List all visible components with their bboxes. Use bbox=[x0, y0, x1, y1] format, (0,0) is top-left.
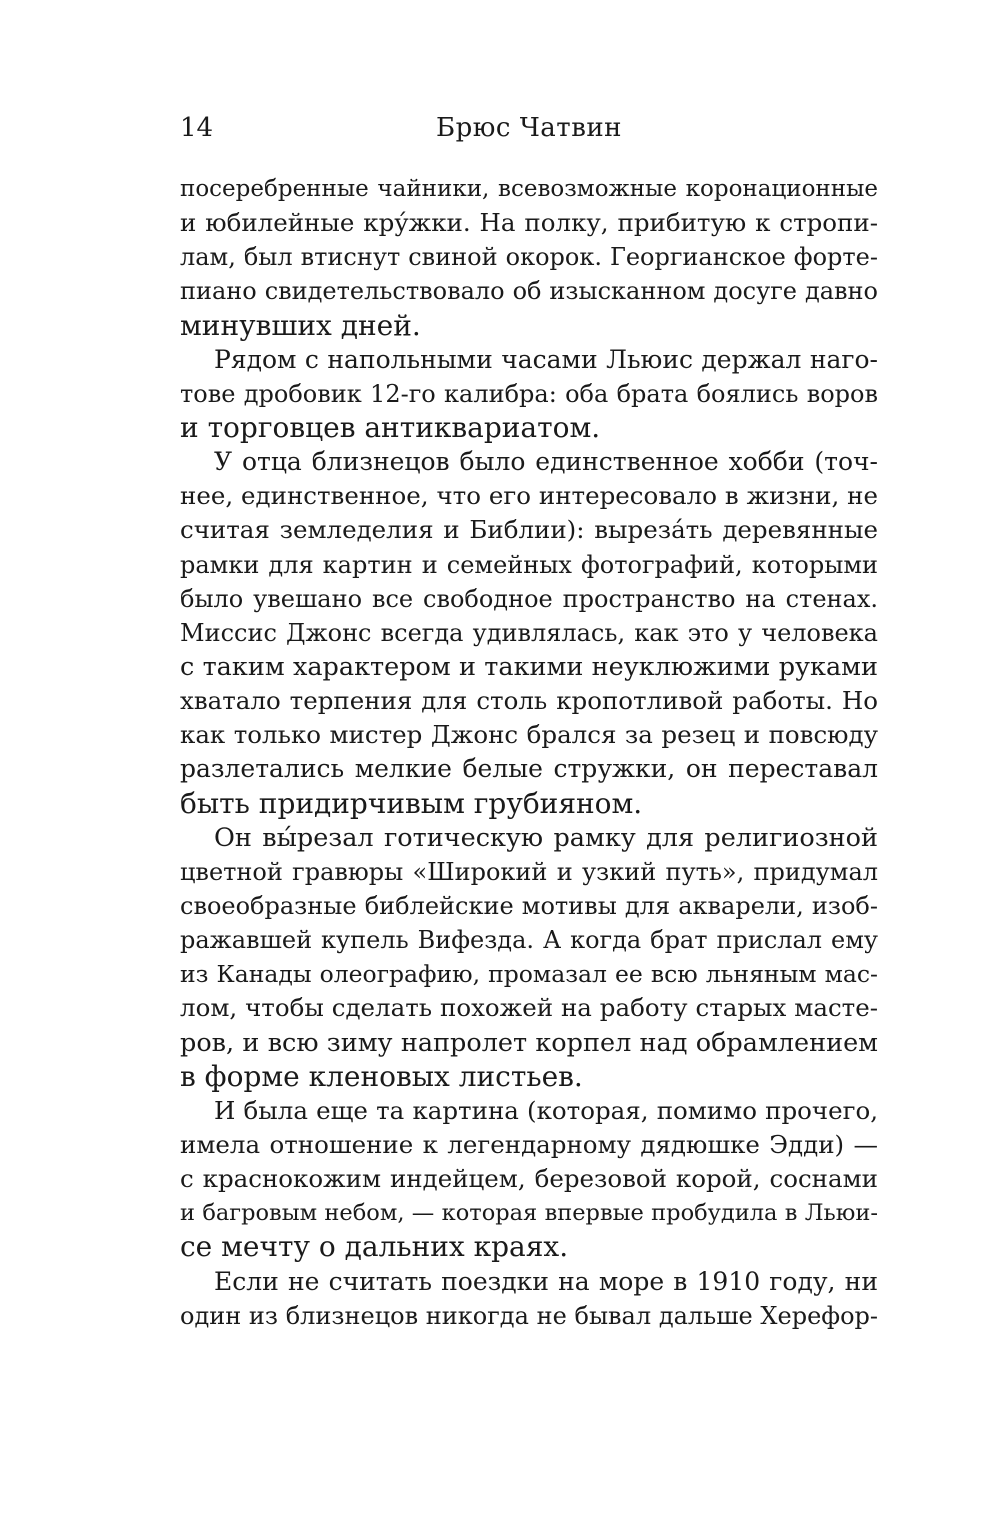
text-line: считая земледелия и Библии): выреза́ть деревянные bbox=[180, 515, 878, 545]
text-line: с краснокожим индейцем, березовой корой, соснами bbox=[180, 1164, 878, 1194]
text-line: Рядом с напольными часами Льюис держал наго- bbox=[214, 344, 878, 374]
running-head: Брюс Чатвин bbox=[436, 113, 622, 143]
paragraph bbox=[180, 1094, 878, 1265]
text-body bbox=[180, 172, 878, 1333]
text-line: Миссис Джонс всегда удивлялась, как это у человека bbox=[180, 618, 878, 647]
text-line: пиано свидетельствовало об изысканном досуге давно bbox=[180, 277, 878, 306]
text-line: рамки для картин и семейных фотографий, которыми bbox=[180, 550, 878, 579]
text-line: и юбилейные кру́жки. На полку, прибитую к стропи- bbox=[180, 208, 878, 238]
text-line: се мечту о дальних краях. bbox=[180, 1230, 569, 1264]
text-line: И была еще та картина (которая, помимо прочего, bbox=[214, 1095, 878, 1125]
text-line: хватало терпения для столь кропотливой работы. Но bbox=[180, 686, 878, 716]
text-line: нее, единственное, что его интересовало в жизни, не bbox=[180, 481, 878, 511]
text-line: ров, и всю зиму напролет корпел над обрамлением bbox=[180, 1027, 878, 1058]
page-header bbox=[180, 108, 878, 148]
paragraph bbox=[180, 172, 878, 343]
text-line: разлетались мелкие белые стружки, он переставал bbox=[180, 754, 878, 784]
text-line: лам, был втиснут свиной окорок. Георгианское форте- bbox=[180, 243, 878, 272]
text-line: лом, чтобы сделать похожей на работу старых масте- bbox=[180, 993, 878, 1023]
text-line: из Канады олеографию, промазал ее всю льняным мас- bbox=[180, 960, 878, 989]
text-line: и багровым небом, — которая впервые пробудила в Льюи- bbox=[180, 1200, 878, 1227]
text-line: как только мистер Джонс брался за резец и повсюду bbox=[180, 720, 878, 750]
text-line: У отца близнецов было единственное хобби (точ- bbox=[214, 447, 878, 477]
text-line: цветной гравюры «Широкий и узкий путь», придумал bbox=[180, 857, 878, 886]
text-line: минувших дней. bbox=[180, 308, 421, 342]
text-line: ражавшей купель Вифезда. А когда брат прислал ему bbox=[180, 926, 878, 955]
page-number: 14 bbox=[180, 113, 214, 143]
text-line: и торговцев антиквариатом. bbox=[180, 410, 601, 444]
text-line: быть придирчивым грубияном. bbox=[180, 786, 643, 820]
paragraph bbox=[180, 821, 878, 1094]
paragraph bbox=[180, 445, 878, 821]
paragraph bbox=[180, 343, 878, 445]
text-line: Он вы́резал готическую рамку для религиозной bbox=[214, 822, 878, 853]
text-line: один из близнецов никогда не бывал дальше Херефор- bbox=[180, 1301, 878, 1330]
text-line: в форме кленовых листьев. bbox=[180, 1059, 583, 1093]
text-line: с таким характером и такими неуклюжими руками bbox=[180, 651, 878, 682]
text-line: тове дробовик 12-го калибра: оба брата боялись воров bbox=[180, 379, 878, 408]
text-line: посеребренные чайники, всевозможные коронационные bbox=[180, 176, 878, 202]
text-line: было увешано все свободное пространство на стенах. bbox=[180, 584, 878, 613]
text-line: Если не считать поездки на море в 1910 году, ни bbox=[214, 1266, 878, 1296]
text-line: имела отношение к легендарному дядюшке Эдди) — bbox=[180, 1129, 878, 1159]
text-line: своеобразные библейские мотивы для акварели, изоб- bbox=[180, 891, 878, 920]
paragraph bbox=[180, 1265, 878, 1333]
